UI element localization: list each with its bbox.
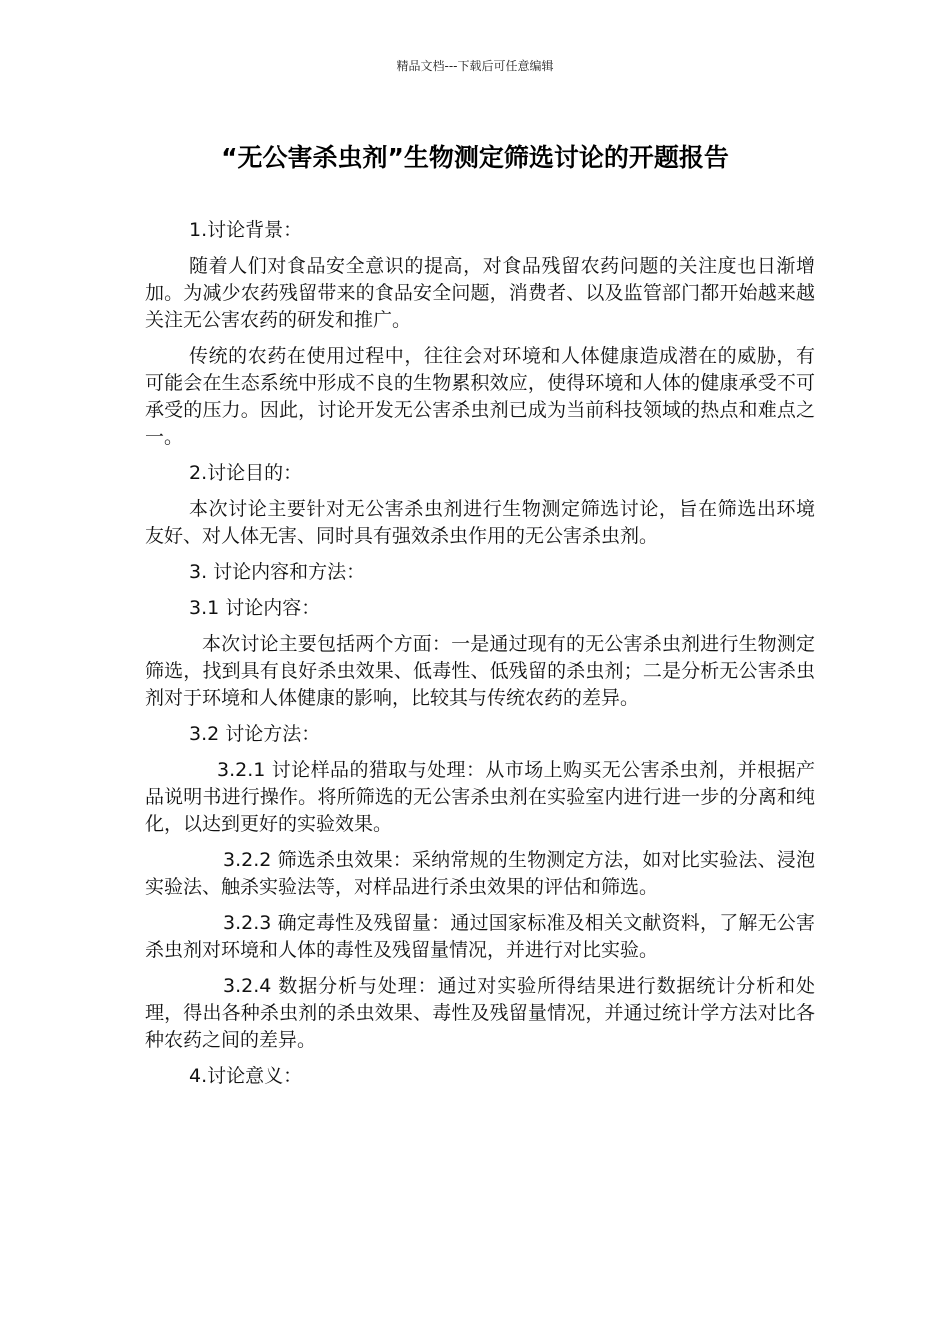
document-title: “无公害杀虫剂”生物测定筛选讨论的开题报告 [221,143,729,172]
page-header-note: 精品文档---下载后可任意编辑 [396,59,554,73]
paragraph-background-2: 传统的农药在使用过程中，往往会对环境和人体健康造成潜在的威胁，有可能会在生态系统中形成不良的生物累积效应，使得环境和人体的健康承受不可承受的压力。因此，讨论开发无公害杀虫剂已成为当前科技领域的热点和难点之一。 [145,345,815,448]
paragraph-purpose: 本次讨论主要针对无公害杀虫剂进行生物测定筛选讨论，旨在筛选出环境友好、对人体无害、同时具有强效杀虫作用的无公害杀虫剂。 [145,498,815,547]
subsection-heading-content: 3.1 讨论内容： [189,597,321,619]
paragraph-method-analysis: 3.2.4 数据分析与处理：通过对实验所得结果进行数据统计分析和处理，得出各种杀虫剂的杀虫效果、毒性及残留量情况，并通过统计学方法对比各种农药之间的差异。 [145,975,815,1051]
paragraph-method-screening: 3.2.2 筛选杀虫效果：采纳常规的生物测定方法，如对比实验法、浸泡实验法、触杀实验法等，对样品进行杀虫效果的评估和筛选。 [145,849,815,898]
paragraph-background-1: 随着人们对食品安全意识的提高，对食品残留农药问题的关注度也日渐增加。为减少农药残留带来的食品安全问题，消费者、以及监管部门都开始越来越关注无公害农药的研发和推广。 [145,255,815,331]
subsection-heading-methods: 3.2 讨论方法： [189,723,321,745]
section-heading-content-methods: 3. 讨论内容和方法： [189,561,366,583]
section-heading-significance: 4.讨论意义： [189,1065,303,1087]
paragraph-method-sample: 3.2.1 讨论样品的猎取与处理：从市场上购买无公害杀虫剂，并根据产品说明书进行操作。将所筛选的无公害杀虫剂在实验室内进行进一步的分离和纯化，以达到更好的实验效果。 [145,759,815,835]
paragraph-content: 本次讨论主要包括两个方面：一是通过现有的无公害杀虫剂进行生物测定筛选，找到具有良好杀虫效果、低毒性、低残留的杀虫剂；二是分析无公害杀虫剂对于环境和人体健康的影响，比较其与传统农药的差异。 [145,633,815,709]
paragraph-method-toxicity: 3.2.3 确定毒性及残留量：通过国家标准及相关文献资料，了解无公害杀虫剂对环境和人体的毒性及残留量情况，并进行对比实验。 [145,912,815,961]
section-heading-purpose: 2.讨论目的： [189,462,303,484]
section-heading-background: 1.讨论背景： [189,219,303,241]
document-body [145,217,815,1099]
